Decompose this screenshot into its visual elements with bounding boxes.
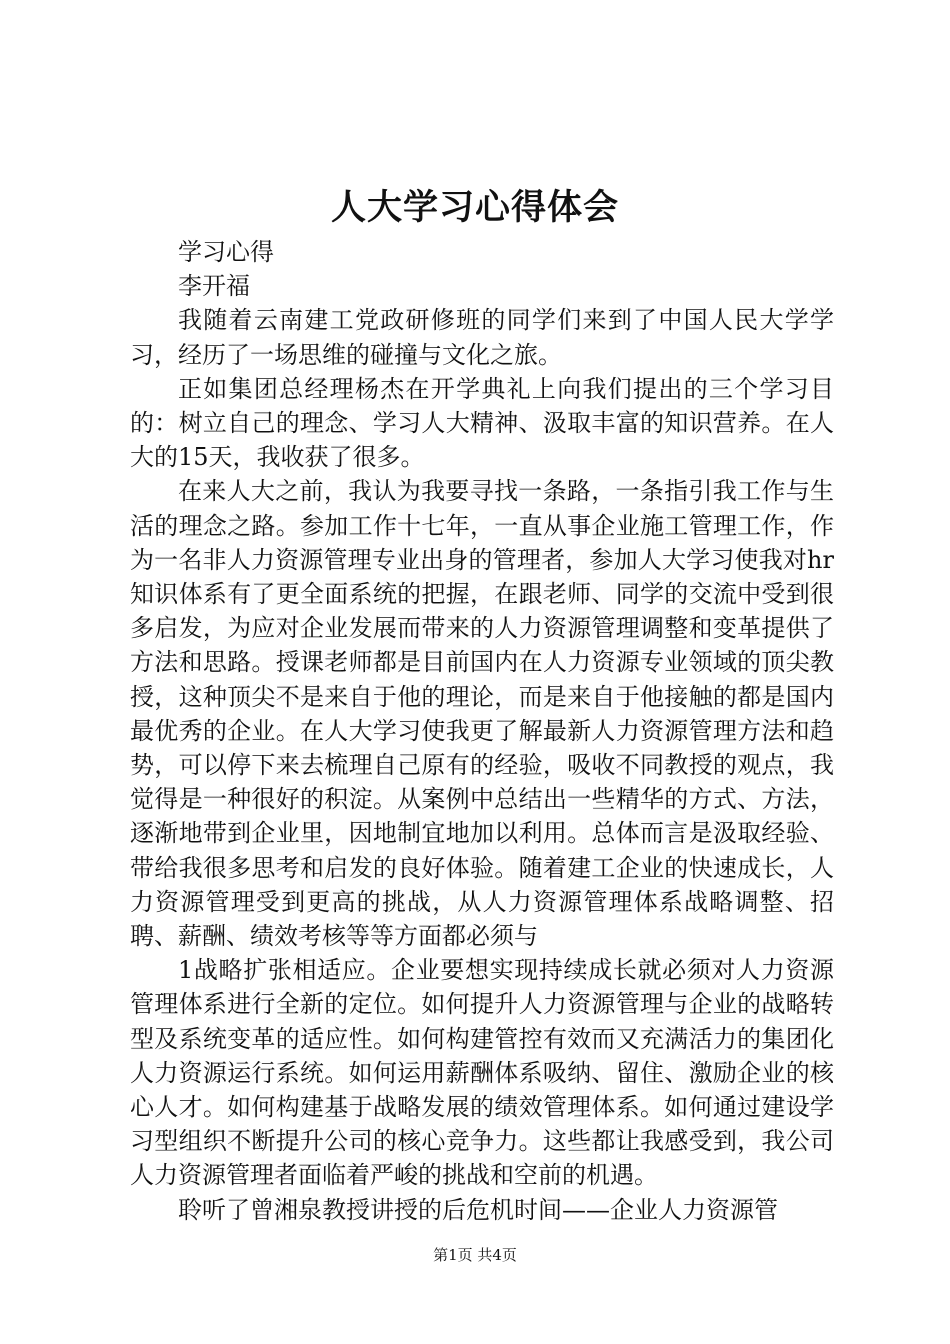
paragraph: 正如集团总经理杨杰在开学典礼上向我们提出的三个学习目的：树立自己的理念、学习人大精神、汲取丰富的知识营养。在人大的15天，我收获了很多。 [130,374,834,472]
document-title: 人大学习心得体会 [330,187,619,228]
page-number-footer: 第1页 共4页 [433,1246,517,1264]
document-body [130,235,834,1227]
paragraph: 1战略扩张相适应。企业要想实现持续成长就必须对人力资源管理体系进行全新的定位。如何提升人力资源管理与企业的战略转型及系统变革的适应性。如何构建管控有效而又充满活力的集团化人力资源运行系统。如何运用薪酬体系吸纳、留住、激励企业的核心人才。如何构建基于战略发展的绩效管理体系。如何通过建设学习型组织不断提升公司的核心竞争力。这些都让我感受到，我公司人力资源管理者面临着严峻的挑战和空前的机遇。 [130,956,834,1190]
paragraph-heading: 学习心得 [178,238,274,266]
paragraph-author: 李开福 [178,272,250,301]
paragraph: 聆听了曾湘泉教授讲授的后危机时间——企业人力资源管 [178,1195,778,1224]
paragraph: 我随着云南建工党政研修班的同学们来到了中国人民大学学习，经历了一场思维的碰撞与文化之旅。 [130,306,834,369]
paragraph: 在来人大之前，我认为我要寻找一条路，一条指引我工作与生活的理念之路。参加工作十七年，一直从事企业施工管理工作，作为一名非人力资源管理专业出身的管理者，参加人大学习使我对hr知识体系有了更全面系统的把握，在跟老师、同学的交流中受到很多启发，为应对企业发展而带来的人力资源管理调整和变革提供了方法和思路。授课老师都是目前国内在人力资源专业领域的顶尖教授，这种顶尖不是来自于他的理论，而是来自于他接触的都是国内最优秀的企业。在人大学习使我更了解最新人力资源管理方法和趋势，可以停下来去梳理自己原有的经验，吸收不同教授的观点，我觉得是一种很好的积淀。从案例中总结出一些精华的方式、方法，逐渐地带到企业里，因地制宜地加以利用。总体而言是汲取经验、带给我很多思考和启发的良好体验。随着建工企业的快速成长，人力资源管理受到更高的挑战，从人力资源管理体系战略调整、招聘、薪酬、绩效考核等等方面都必须与 [130,477,834,951]
